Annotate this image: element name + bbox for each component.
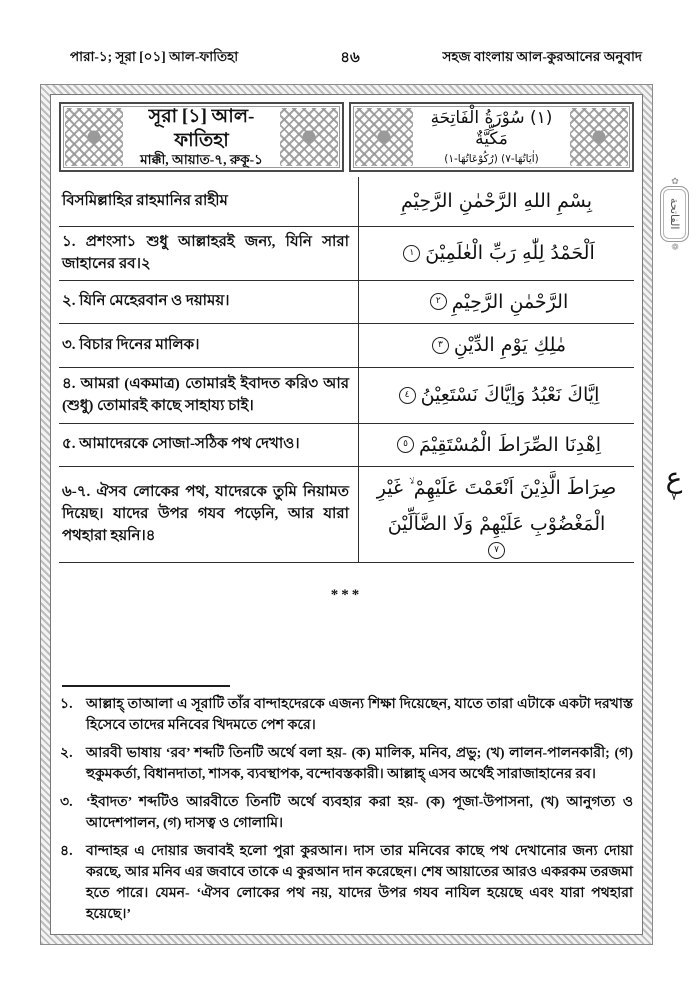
ayah-number-marker: ٥ (397, 436, 414, 453)
table-row (59, 281, 634, 324)
ayah-number-marker: ٤ (399, 387, 416, 404)
arabic-verse-cell: مٰلِكِ يَوْمِ الدِّيْنِ ٣ (359, 324, 634, 367)
footnote-number: ৪. (60, 844, 73, 859)
sura-end-marker: *** (330, 586, 363, 603)
sura-title-arabic-panel (349, 102, 634, 172)
sura-name-medallion (660, 186, 689, 242)
page-content (50, 94, 643, 935)
footnotes-section (60, 685, 633, 925)
sura-title-box (59, 102, 634, 172)
ayah-number-marker: ٢ (430, 293, 447, 310)
arabesque-ornament-icon (355, 108, 413, 166)
ayah-number-marker: ٣ (432, 337, 449, 354)
page-header (58, 46, 642, 68)
footnote-separator-rule (62, 685, 230, 687)
sura-meta-arabic: (اٰيَاتُهَا-٧) (رُكُوْعَاتُهَا-١) (444, 153, 539, 166)
bengali-translation-cell: ২. যিনি মেহেরবান ও দয়াময়। (59, 281, 359, 323)
table-row (59, 177, 634, 227)
sura-title-bengali-panel (59, 102, 344, 172)
footnote-item (60, 743, 633, 785)
arabic-verse-cell: الرَّحْمٰنِ الرَّحِيْمِ ٢ (359, 281, 634, 323)
arabesque-ornament-icon (65, 108, 123, 166)
arabesque-ornament-icon (570, 108, 628, 166)
bengali-translation-cell: ৪. আমরা (একমাত্র) তোমারই ইবাদত করি৩ আর (শুধু) তোমারই কাছে সাহায্য চাই। (59, 368, 359, 423)
ruku-end-marker (659, 461, 689, 503)
footnote-item (60, 694, 633, 736)
arabic-verse-cell: بِسْمِ اللهِ الرَّحْمٰنِ الرَّحِيْمِ (401, 190, 592, 213)
table-row (59, 324, 634, 368)
arabic-verse-cell: اِهْدِنَا الصِّرَاطَ الْمُسْتَقِيْمَ ٥ (359, 424, 634, 466)
table-row (59, 368, 634, 424)
table-row (59, 424, 634, 467)
arabic-verse-cell: صِرَاطَ الَّذِيْنَ اَنْعَمْتَ عَلَيْهِمْ ۙ غَيْرِ الْمَغْضُوْبِ عَلَيْهِمْ وَلَا الضَّآلِّيْنَ ٧ (359, 467, 634, 562)
bengali-translation-cell: ৬-৭. ঐসব লোকের পথ, যাদেরকে তুমি নিয়ামত দিয়েছ। যাদের উপর গযব পড়েনি, আর যারা পথহারা হয়নি।৪ (59, 467, 359, 562)
bengali-translation-cell: বিসমিল্লাহির রাহমানির রাহীম (59, 177, 359, 226)
page-number: ৪৬ (340, 50, 360, 66)
bengali-translation-cell: ১. প্রশংসা১ শুধু আল্লাহরই জন্য, যিনি সারা জাহানের রব।২ (59, 227, 359, 280)
medallion-arabic-text: الفاتحة (668, 198, 681, 230)
footnote-number: ১. (60, 697, 73, 712)
ruku-number: ٧ (671, 492, 677, 503)
header-left-title: পারা-১; সূরা [০১] আল-ফাতিহা (70, 49, 239, 64)
sura-meta-bengali: মাক্কী, আয়াত-৭, রুকূ-১ (140, 152, 263, 168)
footnote-text: আল্লাহ্ তাআলা এ সূরাটি তাঁর বান্দাহদেরকে এজন্য শিক্ষা দিয়েছেন, যাতে তারা এটাকে একটা দরখাস্ত হিসেবে তাদের মনিবের খিদমতে পেশ করে। (86, 697, 633, 733)
arabic-verse-cell: اَلْحَمْدُ لِلّٰهِ رَبِّ الْعٰلَمِيْنَ ١ (359, 227, 634, 280)
footnote-text: আরবী ভাষায় ‘রব’ শব্দটি তিনটি অর্থে বলা হয়- (ক) মালিক, মনিব, প্রভু; (খ) লালন-পালনকারী; (গ) হুকুমকর্তা, বিধানদাতা, শাসক, ব্যবস্থাপক, বন্দোবস্তকারী। আল্লাহ্ এসব অর্থেই সারাজাহানের রব। (86, 746, 633, 782)
ayah-number-marker: ٧ (488, 542, 505, 559)
footnote-text: ‘ইবাদত’ শব্দটিও আরবীতে তিনটি অর্থে ব্যবহার করা হয়- (ক) পূজা-উপাসনা, (খ) আনুগত্য ও আদেশপালন, (গ) দাসত্ব ও গোলামি। (86, 795, 633, 831)
medallion-crown-icon: ✿ (671, 176, 679, 186)
footnote-number: ৩. (60, 795, 73, 810)
page-border-frame (40, 84, 653, 945)
footnote-item (60, 841, 633, 925)
sura-title-bengali: সূরা [১] আল-ফাতিহা (148, 105, 255, 151)
footnote-item (60, 792, 633, 834)
footnote-number: ২. (60, 746, 73, 761)
arabesque-ornament-icon (280, 108, 338, 166)
footnote-text: বান্দাহর এ দোয়ার জবাবই হলো পুরা কুরআন। দাস তার মনিবের কাছে পথ দেখানোর জন্য দোয়া করছে, আর মনিব এর জবাবে তাকে এ কুরআন দান করেছেন। শেষ আয়াতের আরও একরকম তরজমা হতে পারে। যেমন- ‘ঐসব লোকের পথ নয়, যাদের উপর গযব নাযিল হয়েছে এবং যারা পথহারা হয়েছে।’ (86, 844, 633, 922)
bengali-translation-cell: ৫. আমাদেরকে সোজা-সঠিক পথ দেখাও। (59, 424, 359, 466)
table-row (59, 467, 634, 563)
bengali-translation-cell: ৩. বিচার দিনের মালিক। (59, 324, 359, 367)
header-right-title: সহজ বাংলায় আল-কুরআনের অনুবাদ (442, 49, 642, 64)
medallion-foot-icon: ❁ (671, 242, 679, 252)
ruku-ain-letter: ع (665, 461, 683, 494)
sura-title-arabic: (١) سُوْرَةُ الْفَاتِحَةِ مَكِّيَّةٌ (430, 107, 553, 149)
verse-table (59, 177, 634, 563)
ayah-number-marker: ١ (403, 245, 420, 262)
table-row (59, 227, 634, 281)
arabic-verse-cell: اِيَّاكَ نَعْبُدُ وَاِيَّاكَ نَسْتَعِيْنُ ٤ (359, 368, 634, 423)
